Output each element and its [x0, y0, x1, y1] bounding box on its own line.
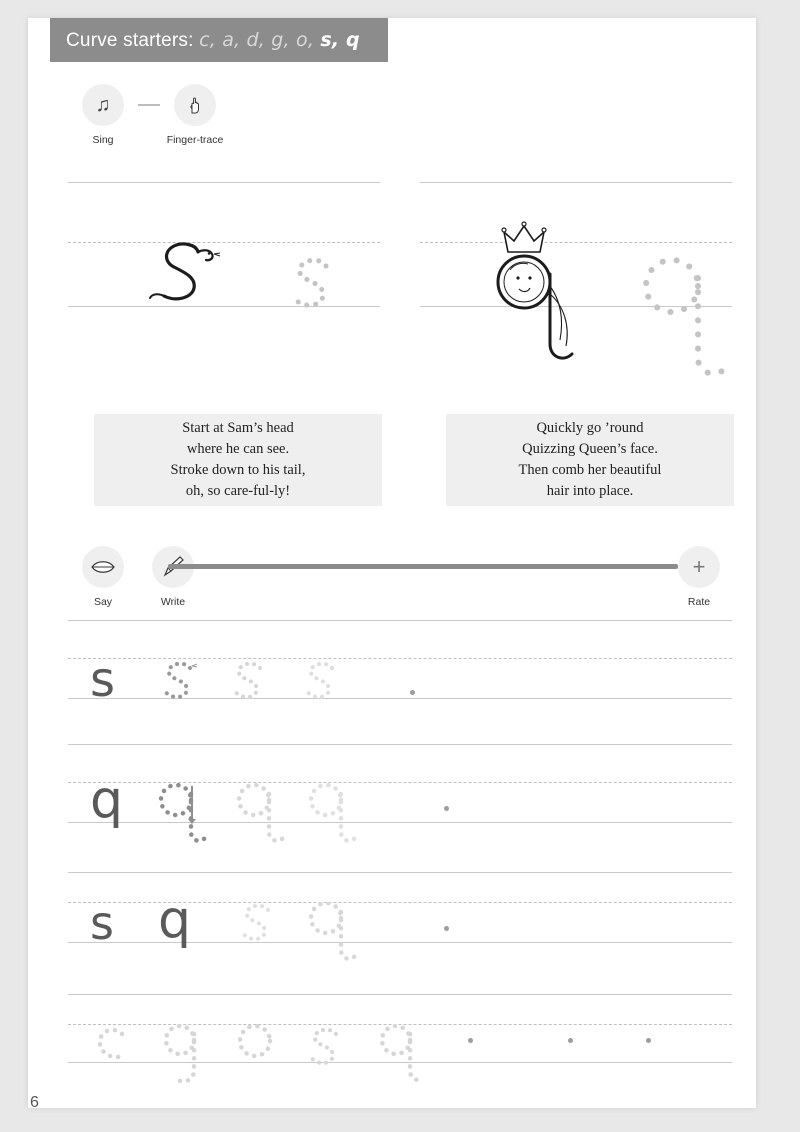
- left-caption-line-1: Start at Sam’s head: [182, 419, 294, 436]
- rate-progress-bar[interactable]: [168, 564, 678, 569]
- row2-start-dot-1: [444, 806, 449, 811]
- left-caption-line-3: Stroke down to his tail,: [170, 462, 306, 478]
- row4-letter-c-dotted: [90, 1024, 134, 1068]
- row2-letter-3-ghost: [234, 782, 288, 860]
- row2-top-rule: [68, 744, 732, 745]
- icon-item-write[interactable]: [138, 546, 208, 608]
- right-caption-line-1: Quickly go ’round: [536, 419, 644, 436]
- row3-top-rule: [68, 872, 732, 873]
- left-caption-line-4: oh, so care-ful-ly!: [185, 483, 291, 500]
- rate-button[interactable]: [678, 546, 720, 588]
- page-title: [66, 29, 360, 52]
- row4-letter-o-dotted: [234, 1024, 280, 1068]
- dotted-letter-s: [278, 246, 348, 326]
- rate-label: Rate: [687, 596, 711, 608]
- bottom-activity-icons: [68, 546, 208, 608]
- page-title-prefix: Curve starters:: [66, 29, 200, 51]
- row3-letter-2: q: [158, 890, 192, 950]
- finger-trace-circle: [174, 84, 216, 126]
- sing-label: Sing: [92, 134, 114, 146]
- right-caption-box: [446, 414, 734, 506]
- left-caption-line-2: where he can see.: [186, 440, 290, 457]
- top-activity-icons: [68, 84, 230, 146]
- row1-start-dot-1: [410, 690, 415, 695]
- icon-connector: [138, 104, 160, 106]
- row3-start-dot-1: [444, 926, 449, 931]
- row1-letter-1: s: [90, 652, 116, 708]
- row3-letter-1: s: [90, 896, 114, 950]
- left-panel-ghost-letter: [278, 246, 348, 338]
- right-caption-line-2: Quizzing Queen’s face.: [522, 440, 658, 457]
- row4-start-dot-2: [568, 1038, 573, 1043]
- row1-letter-4-ghost: [300, 658, 346, 702]
- icon-item-say[interactable]: [68, 546, 138, 608]
- right-caption-line-4: hair into place.: [546, 483, 634, 500]
- row2-letter-2-dotted: [156, 782, 210, 860]
- row4-start-dot-1: [468, 1038, 473, 1043]
- worksheet-page: [28, 18, 756, 1108]
- row4-letter-q-dotted: [376, 1024, 430, 1096]
- icon-item-finger-trace[interactable]: [160, 84, 230, 146]
- music-note-icon: ♫: [95, 93, 111, 116]
- plus-icon: +: [692, 554, 706, 579]
- row4-top-rule: [68, 994, 732, 995]
- row2-stroke-arrow: [191, 786, 193, 820]
- queen-letter-q-illustration: [480, 214, 610, 384]
- row4-letter-g-dotted: [160, 1024, 214, 1096]
- right-panel-top-rule: [420, 182, 732, 183]
- row4-start-dot-3: [646, 1038, 651, 1043]
- left-caption-box: [94, 414, 382, 506]
- page-title-letters-bold: s, q: [320, 28, 360, 51]
- page-header-band: [50, 18, 388, 62]
- row1-top-rule: [68, 620, 732, 621]
- sing-circle: [82, 84, 124, 126]
- finger-trace-label: Finger-trace: [166, 134, 224, 146]
- say-label: Say: [93, 596, 113, 608]
- mouth-icon: [90, 559, 116, 575]
- page-title-letters: [199, 29, 360, 51]
- row2-letter-4-ghost: [306, 782, 360, 860]
- left-panel-top-rule: [68, 182, 380, 183]
- pointing-hand-icon: [183, 93, 207, 117]
- row4-letter-s-dotted: [306, 1026, 350, 1068]
- icon-item-sing[interactable]: [68, 84, 138, 146]
- row3-letter-4-ghost: [306, 902, 360, 980]
- right-panel-ghost-letter: [632, 248, 752, 398]
- row3-letter-3-ghost: [236, 902, 282, 946]
- row1-letter-3-ghost: [228, 658, 274, 702]
- right-caption-line-3: Then comb her beautiful: [518, 462, 662, 478]
- page-title-letters-light: c, a, d, g, o,: [199, 28, 321, 51]
- row1-letter-2-dotted: [158, 658, 204, 702]
- row2-letter-1: q: [90, 770, 124, 830]
- write-label: Write: [160, 596, 186, 608]
- snake-letter-s-illustration: [124, 240, 234, 320]
- say-circle: [82, 546, 124, 588]
- page-number: 6: [30, 1094, 39, 1111]
